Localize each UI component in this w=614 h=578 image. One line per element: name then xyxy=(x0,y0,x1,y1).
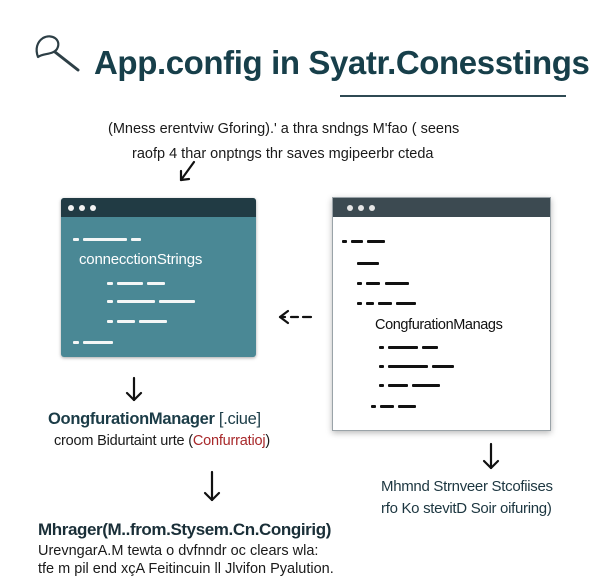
arrow-down-icon xyxy=(124,376,144,404)
subtext-suffix: ) xyxy=(265,433,271,449)
configuration-manager-window xyxy=(332,197,551,431)
code-line xyxy=(396,302,416,305)
code-line xyxy=(107,300,113,303)
code-line xyxy=(83,238,127,241)
code-line xyxy=(131,238,141,241)
page-title: App.config in Syatr.Conesstings xyxy=(94,44,590,81)
bottom-code-line: Mhrager(M..from.Stysem.Cn.Congirig) xyxy=(38,520,331,539)
arrow-down-left-icon xyxy=(176,160,200,184)
window-titlebar xyxy=(61,198,256,217)
code-line xyxy=(388,365,428,368)
window-dot-icon xyxy=(68,205,74,211)
code-line xyxy=(357,282,362,285)
subtext-highlight: Confurratioj xyxy=(192,433,266,449)
window-titlebar xyxy=(333,198,550,217)
code-line xyxy=(366,282,380,285)
arrow-down-icon xyxy=(481,442,501,472)
arrow-left-icon xyxy=(276,308,320,326)
code-line xyxy=(412,384,440,387)
window-dot-icon xyxy=(358,205,364,211)
code-line xyxy=(379,346,384,349)
code-line xyxy=(117,320,135,323)
heading-text: OongfurationManager xyxy=(48,410,215,428)
code-line xyxy=(367,240,385,243)
code-line xyxy=(147,282,165,285)
caption-line-1: (Mness erentviw Gforing).' a thra sndngs M'fao ( seens xyxy=(108,121,460,137)
code-line xyxy=(159,300,195,303)
subtext-prefix: croom Bidurtaint urte ( xyxy=(54,433,193,449)
title-underline xyxy=(340,95,566,97)
connection-strings-label: connecctionStrings xyxy=(79,251,203,268)
code-line xyxy=(388,384,408,387)
window-dot-icon xyxy=(90,205,96,211)
code-line xyxy=(117,282,143,285)
bottom-text-line-1: UrevngarA.M tewta o dvfnndr oc clears wla: xyxy=(38,543,319,559)
magnifier-icon xyxy=(34,34,84,74)
heading-suffix: [.ciue] xyxy=(214,410,261,428)
code-line xyxy=(379,365,384,368)
code-line xyxy=(378,302,392,305)
window-dot-icon xyxy=(347,205,353,211)
code-line xyxy=(107,320,113,323)
bottom-text-line-2: tfe m pil end xçA Feitincuin ll Jlvifon Pyalution. xyxy=(38,561,334,577)
code-line xyxy=(139,320,167,323)
code-line xyxy=(422,346,438,349)
code-line xyxy=(357,262,379,265)
configuration-manager-subtext xyxy=(54,433,270,449)
configuration-manager-heading xyxy=(48,410,261,429)
caption-line-2: raofp 4 thar onptngs thr saves mgipeerbr cteda xyxy=(132,146,434,162)
code-line xyxy=(379,384,384,387)
code-line xyxy=(357,302,362,305)
code-line xyxy=(83,341,113,344)
code-line xyxy=(342,240,347,243)
right-note-line-2: rfo Ko stevitD Soir oifuring) xyxy=(381,500,552,517)
code-line xyxy=(117,300,155,303)
code-line xyxy=(385,282,409,285)
right-note-line-1: Mhmnd Strnveer Stcofiises xyxy=(381,478,553,495)
window-dot-icon xyxy=(79,205,85,211)
code-line xyxy=(351,240,363,243)
code-line xyxy=(380,405,394,408)
code-line xyxy=(432,365,454,368)
code-line xyxy=(371,405,376,408)
arrow-down-icon xyxy=(202,470,222,504)
configuration-manager-label: CongfurationManags xyxy=(375,317,503,333)
code-line xyxy=(73,341,79,344)
code-line xyxy=(366,302,374,305)
code-line xyxy=(73,238,79,241)
code-line xyxy=(398,405,416,408)
window-dot-icon xyxy=(369,205,375,211)
code-line xyxy=(107,282,113,285)
code-line xyxy=(388,346,418,349)
config-file-window xyxy=(61,198,256,357)
